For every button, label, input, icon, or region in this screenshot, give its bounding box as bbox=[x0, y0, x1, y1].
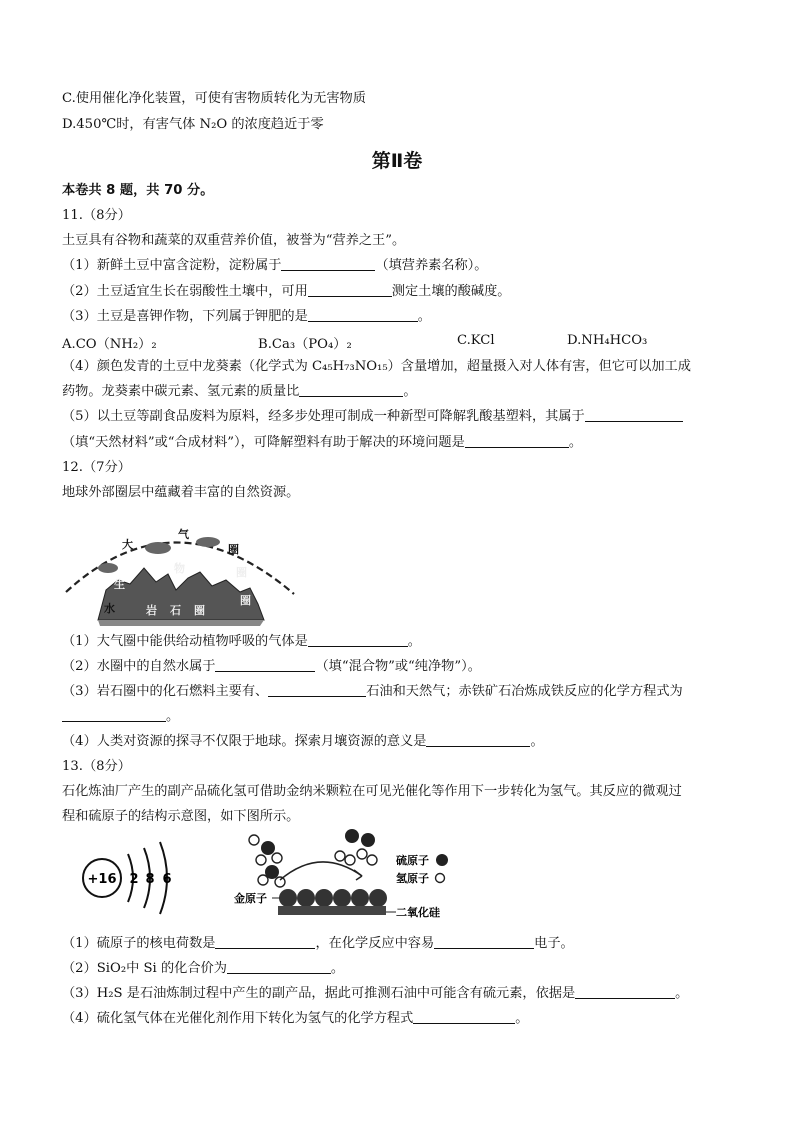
answer-blank[interactable] bbox=[575, 985, 675, 999]
sphere-char: 气 bbox=[178, 528, 189, 541]
q11-part4-line1: （4）颜色发青的土豆中龙葵素（化学式为 C₄₅H₇₃NO₁₅）含量增加，超量摄入对人体有害，但它可以加工成 bbox=[62, 359, 691, 374]
answer-blank[interactable] bbox=[299, 383, 403, 397]
nucleus-charge: +16 bbox=[87, 872, 117, 887]
q13-part4 bbox=[62, 1010, 528, 1028]
q12-intro: 地球外部圈层中蕴藏着丰富的自然资源。 bbox=[62, 485, 300, 500]
q11-part1-text-a: （1）新鲜土豆中富含淀粉，淀粉属于 bbox=[62, 258, 282, 273]
answer-blank[interactable] bbox=[308, 633, 408, 647]
silica-support-label: 二氧化硅 bbox=[396, 906, 440, 919]
q11-header: 11.（8分） bbox=[62, 208, 131, 223]
q11-part5-line2 bbox=[62, 434, 582, 452]
q12-part4-text-b: 。 bbox=[530, 734, 544, 749]
q11-option-c: C.KCl bbox=[457, 333, 495, 348]
sulfur-atom-label: 硫原子 bbox=[396, 854, 429, 867]
answer-blank[interactable] bbox=[426, 733, 530, 747]
q11-part5-text-c: 。 bbox=[568, 435, 582, 450]
shell-electrons: 2 bbox=[129, 872, 139, 887]
answer-blank[interactable] bbox=[62, 708, 166, 722]
q12-part3-text-b: 石油和天然气；赤铁矿石冶炼成铁反应的化学方程式为 bbox=[366, 684, 683, 699]
q11-part3-text-a: （3）土豆是喜钾作物，下列属于钾肥的是 bbox=[62, 309, 308, 324]
sphere-char: 圈 bbox=[194, 604, 205, 617]
answer-blank[interactable] bbox=[281, 257, 375, 271]
q12-part4-text-a: （4）人类对资源的探寻不仅限于地球。探索月壤资源的意义是 bbox=[62, 734, 427, 749]
answer-blank[interactable] bbox=[268, 683, 366, 697]
gold-atom-label: 金原子 bbox=[234, 892, 267, 905]
q12-part1 bbox=[62, 633, 421, 651]
section-note: 本卷共 8 题，共 70 分。 bbox=[62, 183, 214, 198]
q13-intro-line1: 石化炼油厂产生的副产品硫化氢可借助金纳米颗粒在可见光催化等作用下一步转化为氢气。其反应的微观过 bbox=[62, 784, 682, 799]
answer-blank[interactable] bbox=[215, 658, 315, 672]
sphere-char: 石 bbox=[170, 604, 181, 617]
q12-part2-text-a: （2）水圈中的自然水属于 bbox=[62, 659, 216, 674]
q11-part4-text-c: 。 bbox=[403, 384, 417, 399]
q12-part3-line1 bbox=[62, 683, 683, 701]
q11-intro: 土豆具有谷物和蔬菜的双重营养价值，被誉为“营养之王”。 bbox=[62, 233, 406, 248]
q11-part2 bbox=[62, 283, 510, 301]
q11-part5-text-b: （填“天然材料”或“合成材料”），可降解塑料有助于解决的环境问题是 bbox=[62, 435, 465, 450]
q13-header: 13.（8分） bbox=[62, 759, 131, 774]
q12-part1-text-a: （1）大气圈中能供给动植物呼吸的气体是 bbox=[62, 634, 308, 649]
q11-part2-text-a: （2）土豆适宜生长在弱酸性土壤中，可用 bbox=[62, 284, 308, 299]
q13-part2-text-b: 。 bbox=[330, 961, 345, 976]
q13-part3-text-b: 。 bbox=[675, 986, 689, 1001]
q12-part1-text-b: 。 bbox=[407, 634, 421, 649]
answer-blank[interactable] bbox=[308, 308, 418, 322]
q11-part5-text-a: （5）以土豆等副食品废料为原料，经多步处理可制成一种新型可降解乳酸基塑料，其属于 bbox=[62, 409, 585, 424]
q11-part1 bbox=[62, 257, 487, 275]
q12-part3-line2 bbox=[62, 708, 179, 726]
q12-part4 bbox=[62, 733, 544, 751]
q11-part5-line1 bbox=[62, 408, 683, 426]
sphere-char: 圈 bbox=[236, 566, 247, 579]
answer-blank[interactable] bbox=[215, 935, 315, 949]
q12-part3-text-a: （3）岩石圈中的化石燃料主要有、 bbox=[62, 684, 269, 699]
answer-blank[interactable] bbox=[465, 434, 569, 448]
q12-header: 12.（7分） bbox=[62, 460, 131, 475]
q11-option-b: B.Ca₃（PO₄）₂ bbox=[258, 337, 352, 352]
option-d: D.450℃时，有害气体 N₂O 的浓度趋近于零 bbox=[62, 117, 324, 132]
q11-part3 bbox=[62, 308, 431, 326]
q11-part3-text-b: 。 bbox=[417, 309, 431, 324]
q13-part1-text-a: （1）硫原子的核电荷数是 bbox=[62, 936, 216, 951]
q13-part4-text-b: 。 bbox=[515, 1011, 529, 1026]
reaction-micro-diagram bbox=[228, 826, 458, 926]
sulfur-atom-structure bbox=[78, 836, 188, 920]
q12-part3-text-c: 。 bbox=[166, 709, 180, 724]
q13-part2 bbox=[62, 960, 344, 978]
shell-electrons: 8 bbox=[145, 872, 155, 887]
answer-blank[interactable] bbox=[413, 1010, 515, 1024]
sphere-char: 水 bbox=[104, 602, 115, 615]
q12-part2-text-b: （填“混合物”或“纯净物”）。 bbox=[315, 659, 481, 674]
q11-part1-text-b: （填营养素名称）。 bbox=[375, 258, 488, 273]
shell-electrons: 6 bbox=[162, 872, 172, 887]
q13-part1-text-b: ，在化学反应中容易 bbox=[315, 936, 435, 951]
earth-spheres-diagram bbox=[60, 508, 300, 626]
q11-part2-text-b: 测定土壤的酸碱度。 bbox=[391, 284, 511, 299]
q11-part4-line2 bbox=[62, 383, 417, 401]
q13-part2-text-a: （2）SiO₂中 Si 的化合价为 bbox=[62, 961, 227, 976]
q11-option-d: D.NH₄HCO₃ bbox=[567, 333, 648, 348]
q13-part1-text-c: 电子。 bbox=[534, 936, 574, 951]
sphere-char: 物 bbox=[174, 562, 185, 575]
hydrogen-atom-label: 氢原子 bbox=[396, 872, 429, 885]
q13-part3 bbox=[62, 985, 688, 1003]
answer-blank[interactable] bbox=[308, 283, 392, 297]
q11-option-a: A.CO（NH₂）₂ bbox=[62, 337, 157, 352]
q13-part3-text-a: （3）H₂S 是石油炼制过程中产生的副产品，据此可推测石油中可能含有硫元素，依据是 bbox=[62, 986, 576, 1001]
sphere-char: 圈 bbox=[228, 543, 239, 556]
q13-part4-text-a: （4）硫化氢气体在光催化剂作用下转化为氢气的化学方程式 bbox=[62, 1011, 414, 1026]
sphere-char: 生 bbox=[114, 578, 125, 591]
sphere-char: 大 bbox=[122, 538, 133, 551]
section-title: 第Ⅱ卷 bbox=[371, 150, 423, 172]
answer-blank[interactable] bbox=[434, 935, 534, 949]
q13-intro-line2: 程和硫原子的结构示意图，如下图所示。 bbox=[62, 809, 300, 824]
sphere-char: 圈 bbox=[240, 594, 251, 607]
q12-part2 bbox=[62, 658, 481, 676]
sphere-char: 岩 bbox=[146, 604, 157, 617]
q13-part1 bbox=[62, 935, 574, 953]
answer-blank[interactable] bbox=[227, 960, 331, 974]
q11-part4-text-b: 药物。龙葵素中碳元素、氢元素的质量比 bbox=[62, 384, 300, 399]
option-c: C.使用催化净化装置，可使有害物质转化为无害物质 bbox=[62, 91, 366, 106]
answer-blank[interactable] bbox=[585, 408, 683, 422]
